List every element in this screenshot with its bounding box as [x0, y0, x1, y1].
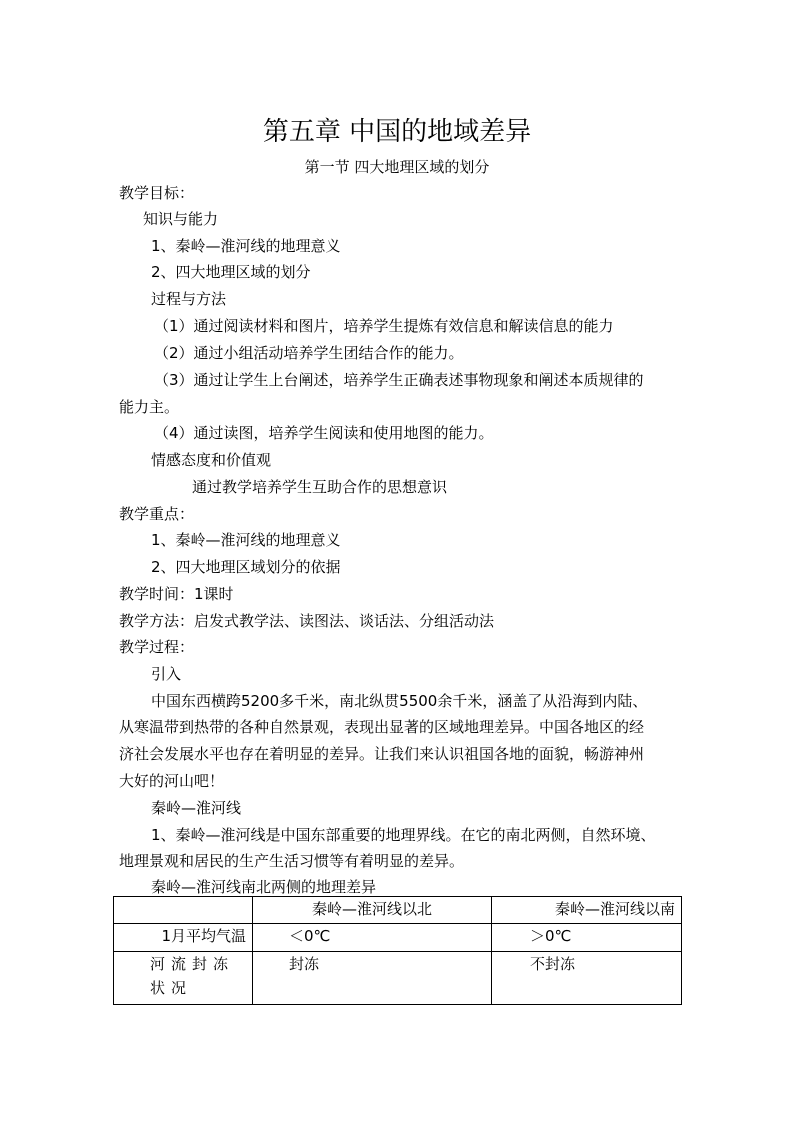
emotion-heading: 情感态度和价值观: [151, 451, 272, 469]
qinling-heading: 秦岭—淮河线: [151, 799, 242, 817]
table-header-cell: 秦岭—淮河线以北: [253, 897, 492, 924]
process-item: （1）通过阅读材料和图片，培养学生提炼有效信息和解读信息的能力: [154, 317, 614, 335]
teaching-time: 教学时间：1课时: [119, 585, 234, 603]
key-point-item: 1、秦岭—淮河线的地理意义: [151, 531, 341, 549]
table-header-cell: [114, 897, 253, 924]
table-cell: 河流封冻状况: [114, 952, 253, 1005]
process-item: （2）通过小组活动培养学生团结合作的能力。: [154, 344, 464, 362]
intro-line: 大好的河山吧！: [119, 772, 225, 790]
table-header-cell: 秦岭—淮河线以南: [492, 897, 682, 924]
comparison-table: [113, 896, 682, 1005]
table-cell: ＜0℃: [253, 924, 492, 952]
qinling-line: 地理景观和居民的生产生活习惯等有着明显的差异。: [119, 852, 465, 870]
intro-line: 济社会发展水平也存在着明显的差异。让我们来认识祖国各地的面貌，畅游神州: [119, 745, 645, 763]
table-header-row: [114, 897, 682, 924]
table-cell: 不封冻: [492, 952, 682, 1005]
process-heading-main: 教学过程：: [119, 638, 195, 656]
qinling-line: 1、秦岭—淮河线是中国东部重要的地理界线。在它的南北两侧，自然环境、: [151, 826, 656, 844]
knowledge-item: 1、秦岭—淮河线的地理意义: [151, 237, 341, 255]
process-item-continuation: 能力主。: [119, 398, 180, 416]
key-point-item: 2、四大地理区域划分的依据: [151, 558, 341, 576]
table-cell: ＞0℃: [492, 924, 682, 952]
table-caption: 秦岭—淮河线南北两侧的地理差异: [151, 878, 377, 896]
emotion-item: 通过教学培养学生互助合作的思想意识: [192, 478, 448, 496]
intro-heading: 引入: [151, 665, 182, 683]
objectives-heading: 教学目标：: [119, 184, 195, 202]
knowledge-heading: 知识与能力: [143, 210, 219, 228]
chapter-title: 第五章 中国的地域差异: [262, 117, 532, 147]
intro-line: 从寒温带到热带的各种自然景观，表现出显著的区域地理差异。中国各地区的经: [119, 718, 645, 736]
knowledge-item: 2、四大地理区域的划分: [151, 263, 311, 281]
section-title: 第一节 四大地理区域的划分: [304, 158, 490, 176]
teaching-method: 教学方法：启发式教学法、读图法、谈话法、分组活动法: [119, 612, 495, 630]
process-item: （3）通过让学生上台阐述，培养学生正确表述事物现象和阐述本质规律的: [154, 371, 644, 389]
key-points-heading: 教学重点：: [119, 505, 195, 523]
table-row: [114, 952, 682, 1005]
intro-line: 中国东西横跨5200多千米，南北纵贯5500余千米，涵盖了从沿海到内陆、: [151, 692, 648, 710]
table-cell: 1月平均气温: [114, 924, 253, 952]
table-cell: 封冻: [253, 952, 492, 1005]
process-heading: 过程与方法: [151, 290, 227, 308]
process-item: （4）通过读图，培养学生阅读和使用地图的能力。: [154, 424, 494, 442]
table-row: [114, 924, 682, 952]
